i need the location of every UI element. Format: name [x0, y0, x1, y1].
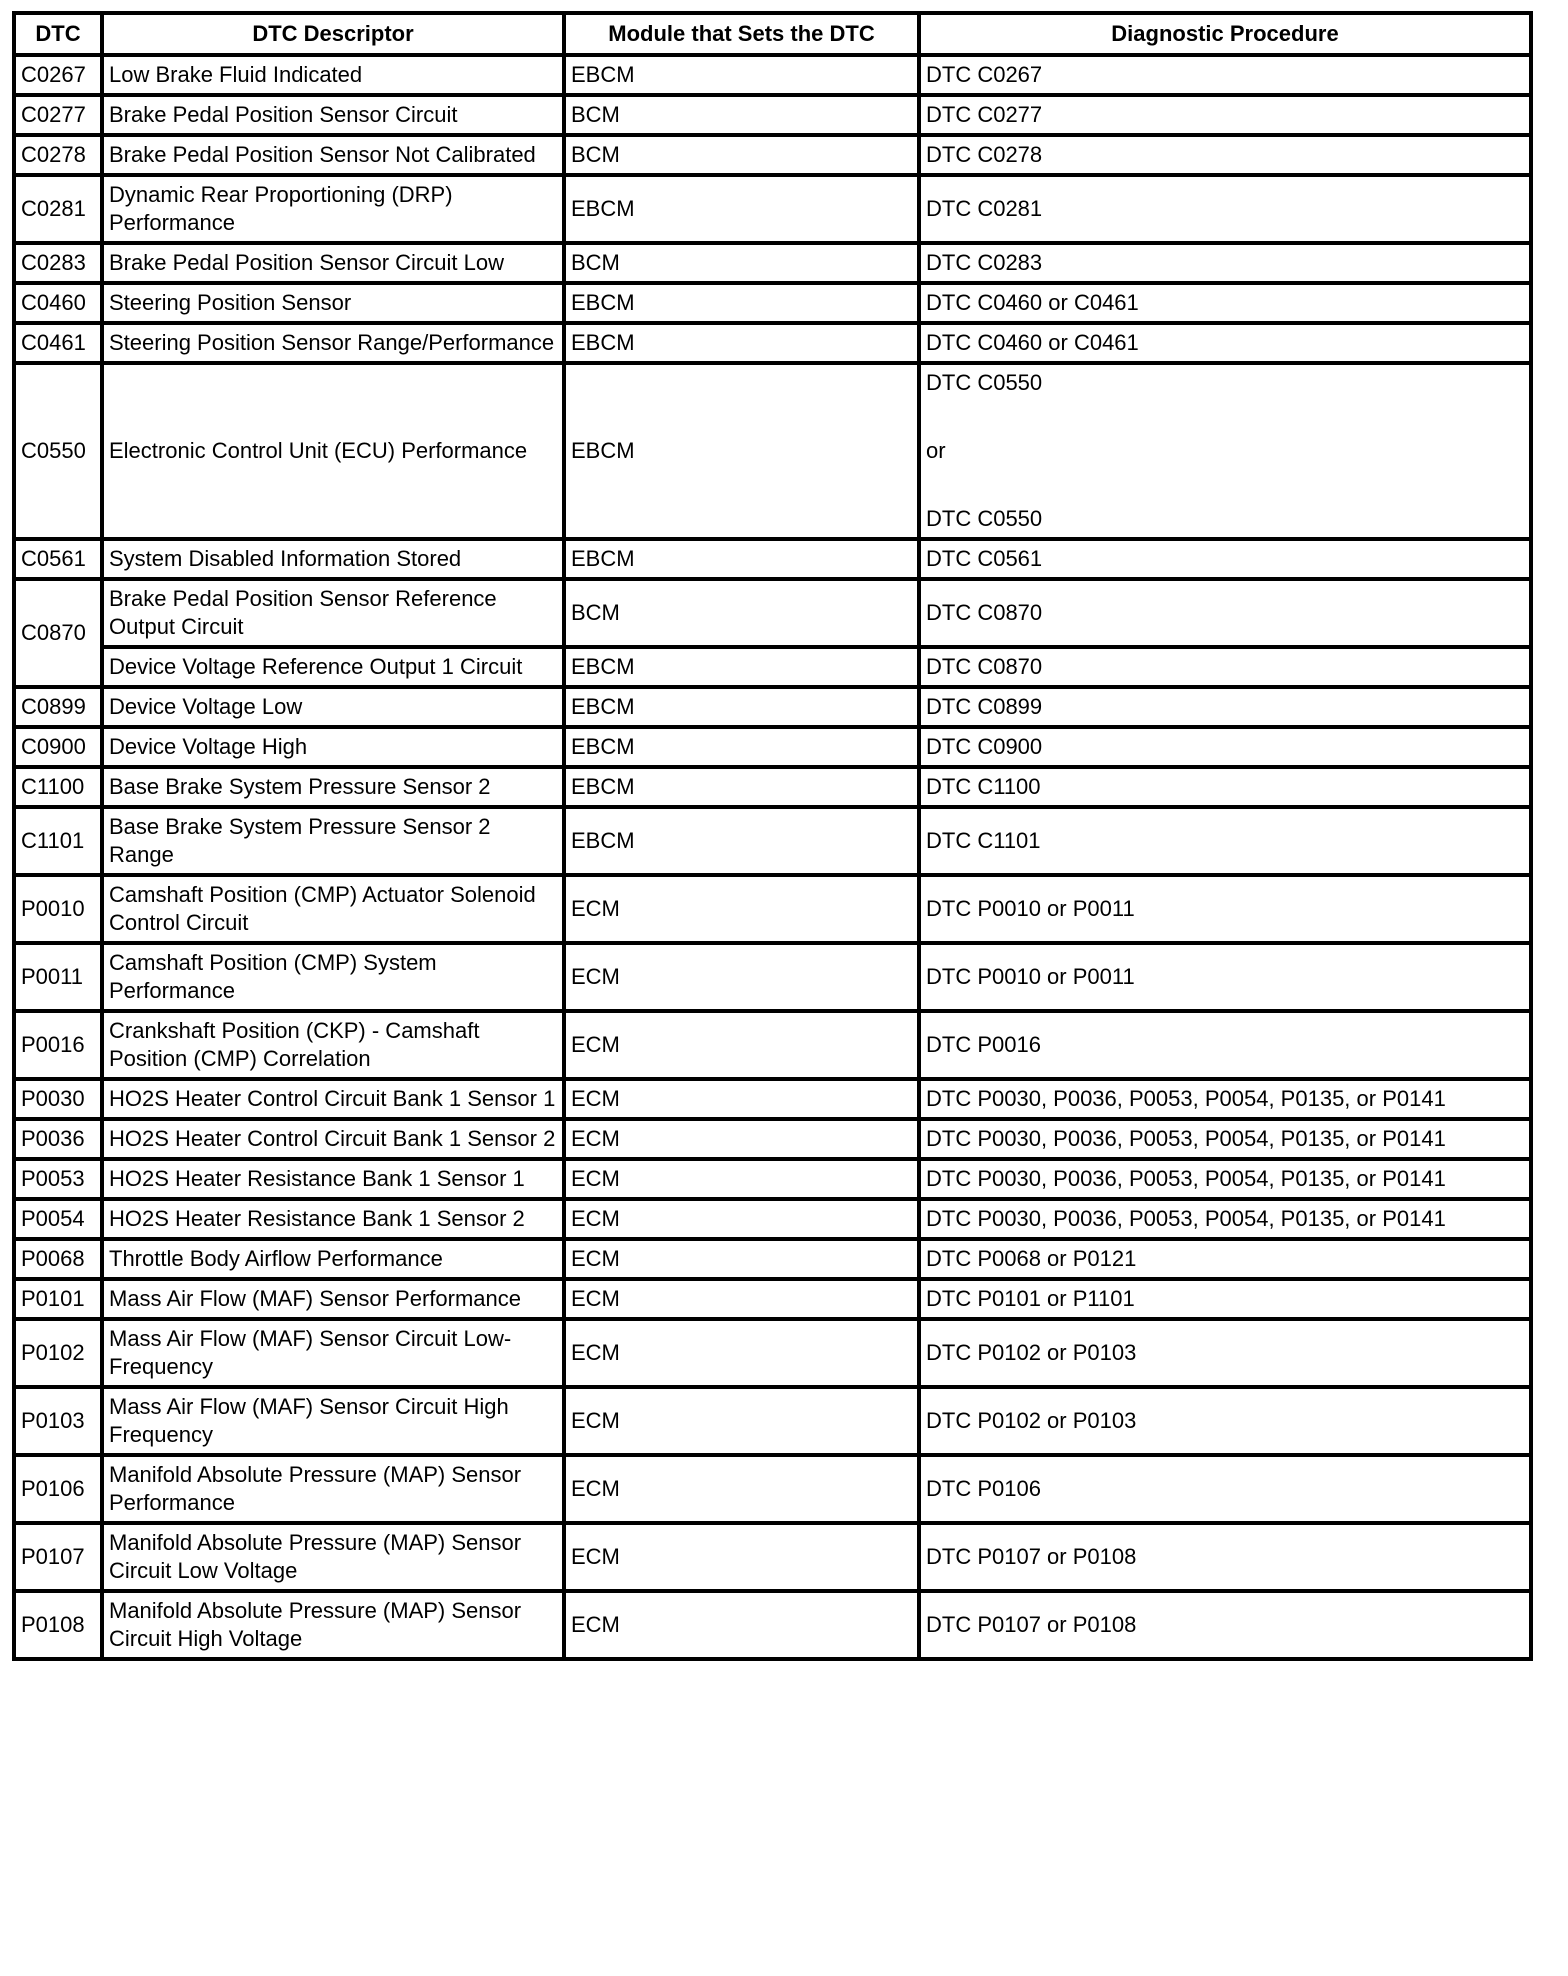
procedure-line: DTC P0068 or P0121 [926, 1246, 1137, 1271]
descriptor-cell: Device Voltage Low [102, 687, 564, 727]
table-row [14, 727, 1531, 767]
module-cell: EBCM [564, 363, 919, 539]
table-row [14, 1239, 1531, 1279]
procedure-line: DTC C0278 [926, 142, 1043, 167]
descriptor-cell: Camshaft Position (CMP) System Performance [102, 943, 564, 1011]
descriptor-cell: Brake Pedal Position Sensor Circuit [102, 95, 564, 135]
procedure-line: DTC C0561 [926, 546, 1043, 571]
module-cell: ECM [564, 1591, 919, 1659]
procedure-line: DTC C0277 [926, 102, 1043, 127]
descriptor-cell: Manifold Absolute Pressure (MAP) Sensor Circuit Low Voltage [102, 1523, 564, 1591]
descriptor-cell: Manifold Absolute Pressure (MAP) Sensor Performance [102, 1455, 564, 1523]
table-row [14, 943, 1531, 1011]
table-body [14, 55, 1531, 1659]
procedure-line: DTC C0267 [926, 62, 1043, 87]
procedure-cell [919, 1523, 1531, 1591]
dtc-code-cell: C0281 [14, 175, 102, 243]
dtc-code-cell: P0054 [14, 1199, 102, 1239]
table-row [14, 539, 1531, 579]
procedure-line: DTC C0899 [926, 694, 1043, 719]
table-row [14, 135, 1531, 175]
dtc-code-cell: P0101 [14, 1279, 102, 1319]
procedure-line: DTC P0107 or P0108 [926, 1544, 1137, 1569]
table-row [14, 1199, 1531, 1239]
table-row [14, 323, 1531, 363]
line-gap [926, 397, 1524, 437]
module-cell: ECM [564, 1079, 919, 1119]
procedure-cell [919, 1199, 1531, 1239]
module-cell: EBCM [564, 647, 919, 687]
procedure-cell [919, 243, 1531, 283]
module-cell: ECM [564, 1199, 919, 1239]
table-row [14, 875, 1531, 943]
module-cell: BCM [564, 135, 919, 175]
module-cell: ECM [564, 1455, 919, 1523]
dtc-table [12, 11, 1533, 1661]
table-row [14, 363, 1531, 539]
procedure-line: DTC P0101 or P1101 [926, 1286, 1135, 1311]
dtc-code-cell: C1101 [14, 807, 102, 875]
procedure-line: DTC C0283 [926, 250, 1043, 275]
header-procedure: Diagnostic Procedure [919, 13, 1531, 55]
dtc-code-cell: C0283 [14, 243, 102, 283]
procedure-line: DTC P0102 or P0103 [926, 1408, 1137, 1433]
procedure-line: DTC C1101 [926, 828, 1041, 853]
table-row [14, 55, 1531, 95]
module-cell: ECM [564, 1279, 919, 1319]
dtc-code-cell: P0053 [14, 1159, 102, 1199]
table-row [14, 1119, 1531, 1159]
module-cell: EBCM [564, 55, 919, 95]
procedure-cell [919, 1159, 1531, 1199]
descriptor-cell: Mass Air Flow (MAF) Sensor Circuit Low-Frequency [102, 1319, 564, 1387]
descriptor-cell: Brake Pedal Position Sensor Not Calibrated [102, 135, 564, 175]
procedure-cell [919, 175, 1531, 243]
module-cell: ECM [564, 943, 919, 1011]
dtc-code-cell: C0550 [14, 363, 102, 539]
header-dtc: DTC [14, 13, 102, 55]
procedure-cell [919, 875, 1531, 943]
header-descriptor: DTC Descriptor [102, 13, 564, 55]
dtc-code-cell: P0010 [14, 875, 102, 943]
procedure-line: DTC P0030, P0036, P0053, P0054, P0135, or P0141 [926, 1126, 1446, 1151]
module-cell: EBCM [564, 175, 919, 243]
header-row [14, 13, 1531, 55]
procedure-cell [919, 55, 1531, 95]
procedure-cell [919, 1079, 1531, 1119]
dtc-code-cell: P0107 [14, 1523, 102, 1591]
table-row [14, 1011, 1531, 1079]
procedure-cell [919, 727, 1531, 767]
procedure-line: DTC C0550 [926, 506, 1043, 531]
procedure-cell [919, 807, 1531, 875]
dtc-code-cell: P0103 [14, 1387, 102, 1455]
descriptor-cell: Brake Pedal Position Sensor Circuit Low [102, 243, 564, 283]
descriptor-cell: Device Voltage Reference Output 1 Circuit [102, 647, 564, 687]
dtc-code-cell: C0900 [14, 727, 102, 767]
module-cell: EBCM [564, 767, 919, 807]
dtc-code-cell: P0030 [14, 1079, 102, 1119]
procedure-line: DTC C0900 [926, 734, 1043, 759]
procedure-line: DTC P0102 or P0103 [926, 1340, 1137, 1365]
procedure-line: DTC C0460 or C0461 [926, 290, 1139, 315]
procedure-cell [919, 1591, 1531, 1659]
dtc-code-cell: P0068 [14, 1239, 102, 1279]
procedure-cell [919, 1239, 1531, 1279]
procedure-line: DTC P0106 [926, 1476, 1041, 1501]
procedure-cell [919, 1455, 1531, 1523]
descriptor-cell: Device Voltage High [102, 727, 564, 767]
procedure-line: or [926, 438, 946, 463]
descriptor-cell: Steering Position Sensor [102, 283, 564, 323]
dtc-code-cell: P0102 [14, 1319, 102, 1387]
procedure-cell [919, 687, 1531, 727]
procedure-cell [919, 1387, 1531, 1455]
dtc-code-cell: C0278 [14, 135, 102, 175]
module-cell: BCM [564, 579, 919, 647]
module-cell: EBCM [564, 687, 919, 727]
table-row [14, 175, 1531, 243]
module-cell: ECM [564, 1159, 919, 1199]
table-row [14, 579, 1531, 647]
procedure-cell [919, 539, 1531, 579]
dtc-code-cell: C0561 [14, 539, 102, 579]
dtc-code-cell: C0267 [14, 55, 102, 95]
descriptor-cell: Brake Pedal Position Sensor Reference Output Circuit [102, 579, 564, 647]
procedure-line: DTC C0281 [926, 196, 1043, 221]
module-cell: BCM [564, 243, 919, 283]
module-cell: BCM [564, 95, 919, 135]
procedure-cell [919, 323, 1531, 363]
descriptor-cell: HO2S Heater Resistance Bank 1 Sensor 1 [102, 1159, 564, 1199]
procedure-line: DTC C0550 [926, 370, 1043, 395]
table-row [14, 1387, 1531, 1455]
module-cell: EBCM [564, 539, 919, 579]
descriptor-cell: Camshaft Position (CMP) Actuator Solenoid Control Circuit [102, 875, 564, 943]
table-row [14, 1279, 1531, 1319]
table-row [14, 687, 1531, 727]
procedure-line: DTC C0460 or C0461 [926, 330, 1139, 355]
table-row [14, 1079, 1531, 1119]
descriptor-cell: Base Brake System Pressure Sensor 2 Range [102, 807, 564, 875]
procedure-cell [919, 283, 1531, 323]
module-cell: ECM [564, 875, 919, 943]
dtc-code-cell: C0870 [14, 579, 102, 687]
line-gap [926, 465, 1524, 505]
procedure-cell [919, 579, 1531, 647]
module-cell: ECM [564, 1319, 919, 1387]
procedure-line: DTC P0107 or P0108 [926, 1612, 1137, 1637]
table-row [14, 807, 1531, 875]
table-row [14, 767, 1531, 807]
procedure-cell [919, 95, 1531, 135]
procedure-line: DTC P0010 or P0011 [926, 896, 1135, 921]
procedure-cell [919, 1319, 1531, 1387]
table-row [14, 1319, 1531, 1387]
procedure-cell [919, 647, 1531, 687]
dtc-code-cell: C0460 [14, 283, 102, 323]
procedure-line: DTC C1100 [926, 774, 1041, 799]
module-cell: EBCM [564, 323, 919, 363]
module-cell: EBCM [564, 807, 919, 875]
descriptor-cell: Manifold Absolute Pressure (MAP) Sensor Circuit High Voltage [102, 1591, 564, 1659]
table-row [14, 647, 1531, 687]
table-row [14, 1455, 1531, 1523]
module-cell: ECM [564, 1523, 919, 1591]
dtc-code-cell: C0461 [14, 323, 102, 363]
procedure-line: DTC C0870 [926, 600, 1043, 625]
descriptor-cell: Base Brake System Pressure Sensor 2 [102, 767, 564, 807]
dtc-code-cell: C1100 [14, 767, 102, 807]
procedure-line: DTC P0030, P0036, P0053, P0054, P0135, or P0141 [926, 1086, 1446, 1111]
table-row [14, 243, 1531, 283]
procedure-cell [919, 1119, 1531, 1159]
procedure-cell [919, 767, 1531, 807]
descriptor-cell: HO2S Heater Resistance Bank 1 Sensor 2 [102, 1199, 564, 1239]
descriptor-cell: HO2S Heater Control Circuit Bank 1 Sensor 2 [102, 1119, 564, 1159]
procedure-cell [919, 943, 1531, 1011]
procedure-cell [919, 135, 1531, 175]
module-cell: ECM [564, 1119, 919, 1159]
descriptor-cell: Electronic Control Unit (ECU) Performance [102, 363, 564, 539]
procedure-cell [919, 1279, 1531, 1319]
dtc-code-cell: P0106 [14, 1455, 102, 1523]
descriptor-cell: Dynamic Rear Proportioning (DRP) Performance [102, 175, 564, 243]
procedure-line: DTC P0010 or P0011 [926, 964, 1135, 989]
procedure-line: DTC P0016 [926, 1032, 1041, 1057]
dtc-code-cell: C0277 [14, 95, 102, 135]
procedure-cell [919, 363, 1531, 539]
dtc-code-cell: P0011 [14, 943, 102, 1011]
module-cell: EBCM [564, 727, 919, 767]
descriptor-cell: System Disabled Information Stored [102, 539, 564, 579]
descriptor-cell: Mass Air Flow (MAF) Sensor Circuit High Frequency [102, 1387, 564, 1455]
table-row [14, 1159, 1531, 1199]
module-cell: ECM [564, 1011, 919, 1079]
header-module: Module that Sets the DTC [564, 13, 919, 55]
table-row [14, 1591, 1531, 1659]
table-row [14, 1523, 1531, 1591]
procedure-line: DTC P0030, P0036, P0053, P0054, P0135, or P0141 [926, 1206, 1446, 1231]
module-cell: ECM [564, 1239, 919, 1279]
descriptor-cell: Steering Position Sensor Range/Performance [102, 323, 564, 363]
module-cell: EBCM [564, 283, 919, 323]
descriptor-cell: Mass Air Flow (MAF) Sensor Performance [102, 1279, 564, 1319]
table-row [14, 95, 1531, 135]
descriptor-cell: HO2S Heater Control Circuit Bank 1 Sensor 1 [102, 1079, 564, 1119]
dtc-code-cell: C0899 [14, 687, 102, 727]
procedure-line: DTC P0030, P0036, P0053, P0054, P0135, or P0141 [926, 1166, 1446, 1191]
module-cell: ECM [564, 1387, 919, 1455]
descriptor-cell: Low Brake Fluid Indicated [102, 55, 564, 95]
procedure-cell [919, 1011, 1531, 1079]
dtc-code-cell: P0016 [14, 1011, 102, 1079]
dtc-code-cell: P0036 [14, 1119, 102, 1159]
procedure-line: DTC C0870 [926, 654, 1043, 679]
descriptor-cell: Throttle Body Airflow Performance [102, 1239, 564, 1279]
table-row [14, 283, 1531, 323]
descriptor-cell: Crankshaft Position (CKP) - Camshaft Position (CMP) Correlation [102, 1011, 564, 1079]
dtc-code-cell: P0108 [14, 1591, 102, 1659]
